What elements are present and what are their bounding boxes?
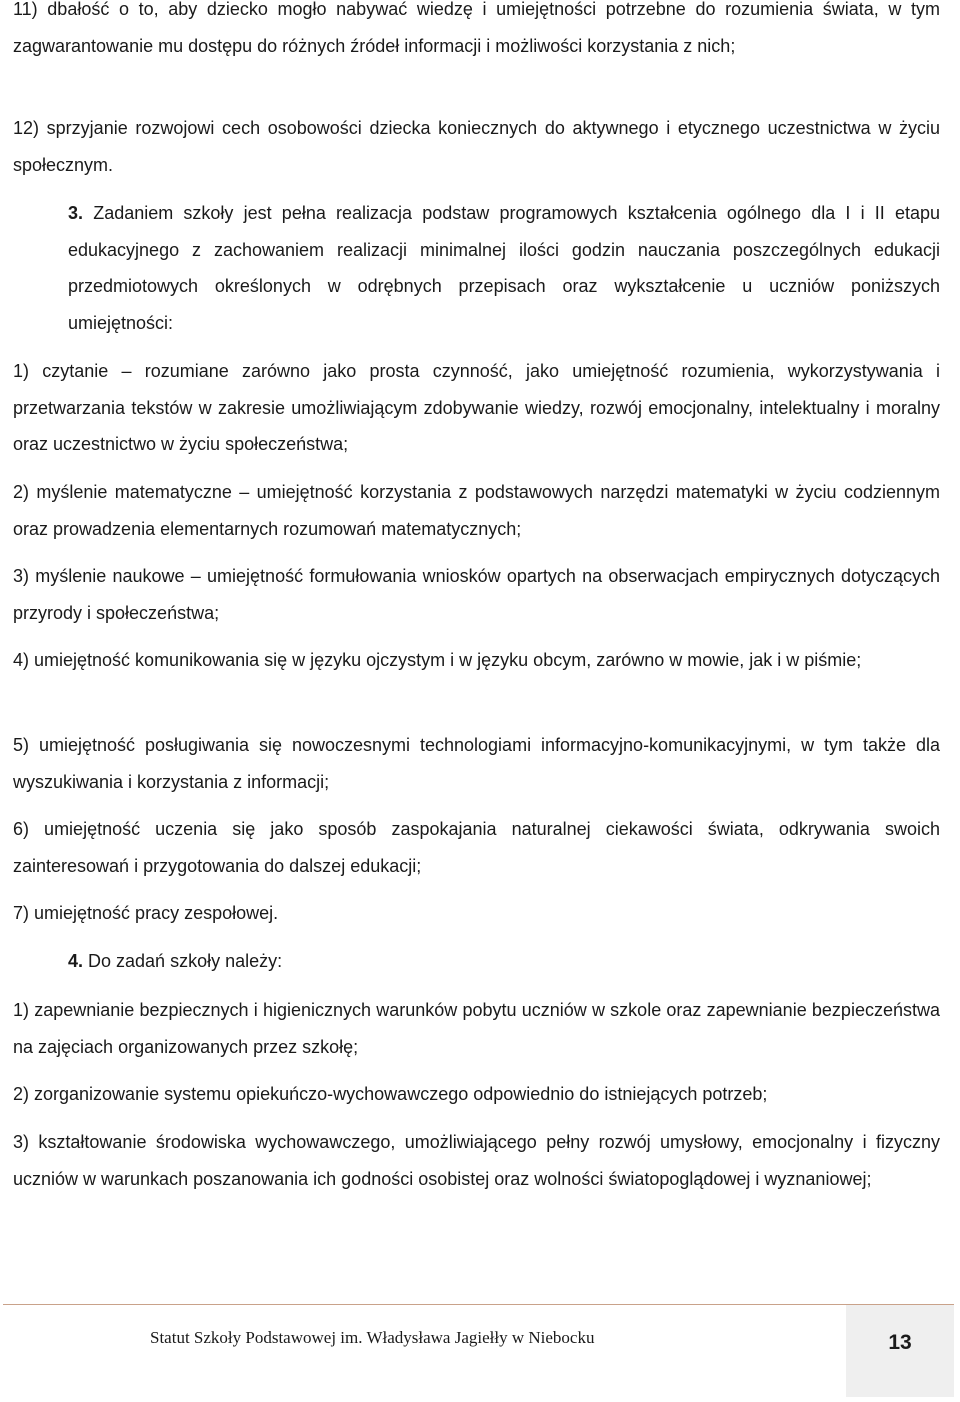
list-item-technology: 5) umiejętność posługiwania się nowoczesnymi technologiami informacyjno-komunikacyjnymi, w tym także dla wyszukiwania i korzystania z informacji; [13,735,940,792]
section-text: Zadaniem szkoły jest pełna realizacja podstaw programowych kształcenia ogólnego dla I i II etapu edukacyjnego z zachowaniem realizacji minimalnej ilości godzin nauczania poszczególnych edukacji przedmiotowych określonych w odrębnych przepisach oraz wykształcenie u uczniów poniższych umiejętności: [68,203,940,333]
paragraph-section-4 [13,943,940,980]
list-item-learning: 6) umiejętność uczenia się jako sposób zaspokajania naturalnej ciekawości świata, odkrywania swoich zainteresowań i przygotowania do dalszej edukacji; [13,819,940,876]
page-number-box [846,1305,954,1397]
footer-divider [3,1304,954,1305]
task-item-safety: 1) zapewnianie bezpiecznych i higienicznych warunków pobytu uczniów w szkole oraz zapewnianie bezpieczeństwa na zajęciach organizowanych przez szkołę; [13,1000,940,1057]
paragraph-item-12: 12) sprzyjanie rozwojowi cech osobowości dziecka koniecznych do aktywnego i etycznego uczestnictwa w życiu społecznym. [13,118,940,175]
footer-title: Statut Szkoły Podstawowej im. Władysława Jagiełły w Niebocku [150,1328,595,1347]
section-number: 4. [68,951,84,971]
section-text: Do zadań szkoły należy: [83,951,283,971]
task-item-care-system: 2) zorganizowanie systemu opiekuńczo-wychowawczego odpowiednio do istniejących potrzeb; [13,1084,768,1104]
list-item-reading: 1) czytanie – rozumiane zarówno jako prosta czynność, jako umiejętność rozumienia, wykorzystywania i przetwarzania tekstów w zakresie umożliwiającym zdobywanie wiedzy, rozwój emocjonalny, intelektualny i moralny oraz uczestnictwo w życiu społeczeństwa; [13,361,940,454]
section-number: 3. [68,203,84,223]
task-item-environment: 3) kształtowanie środowiska wychowawczego, umożliwiającego pełny rozwój umysłowy, emocjonalny i fizyczny uczniów w warunkach poszanowania ich godności osobistej oraz wolności światopoglądowej i wyznaniowej; [13,1132,940,1189]
list-item-science: 3) myślenie naukowe – umiejętność formułowania wniosków opartych na obserwacjach empirycznych dotyczących przyrody i społeczeństwa; [13,566,940,623]
list-item-communication: 4) umiejętność komunikowania się w języku ojczystym i w języku obcym, zarówno w mowie, jak i w piśmie; [13,650,862,670]
list-item-teamwork: 7) umiejętność pracy zespołowej. [13,903,279,923]
list-item-math: 2) myślenie matematyczne – umiejętność korzystania z podstawowych narzędzi matematyki w życiu codziennym oraz prowadzenia elementarnych rozumowań matematycznych; [13,482,940,539]
paragraph-section-3 [13,195,940,341]
page-number: 13 [888,1331,912,1354]
paragraph-item-11: 11) dbałość o to, aby dziecko mogło nabywać wiedzę i umiejętności potrzebne do rozumienia świata, w tym zagwarantowanie mu dostępu do różnych źródeł informacji i możliwości korzystania z nich; [13,0,940,56]
